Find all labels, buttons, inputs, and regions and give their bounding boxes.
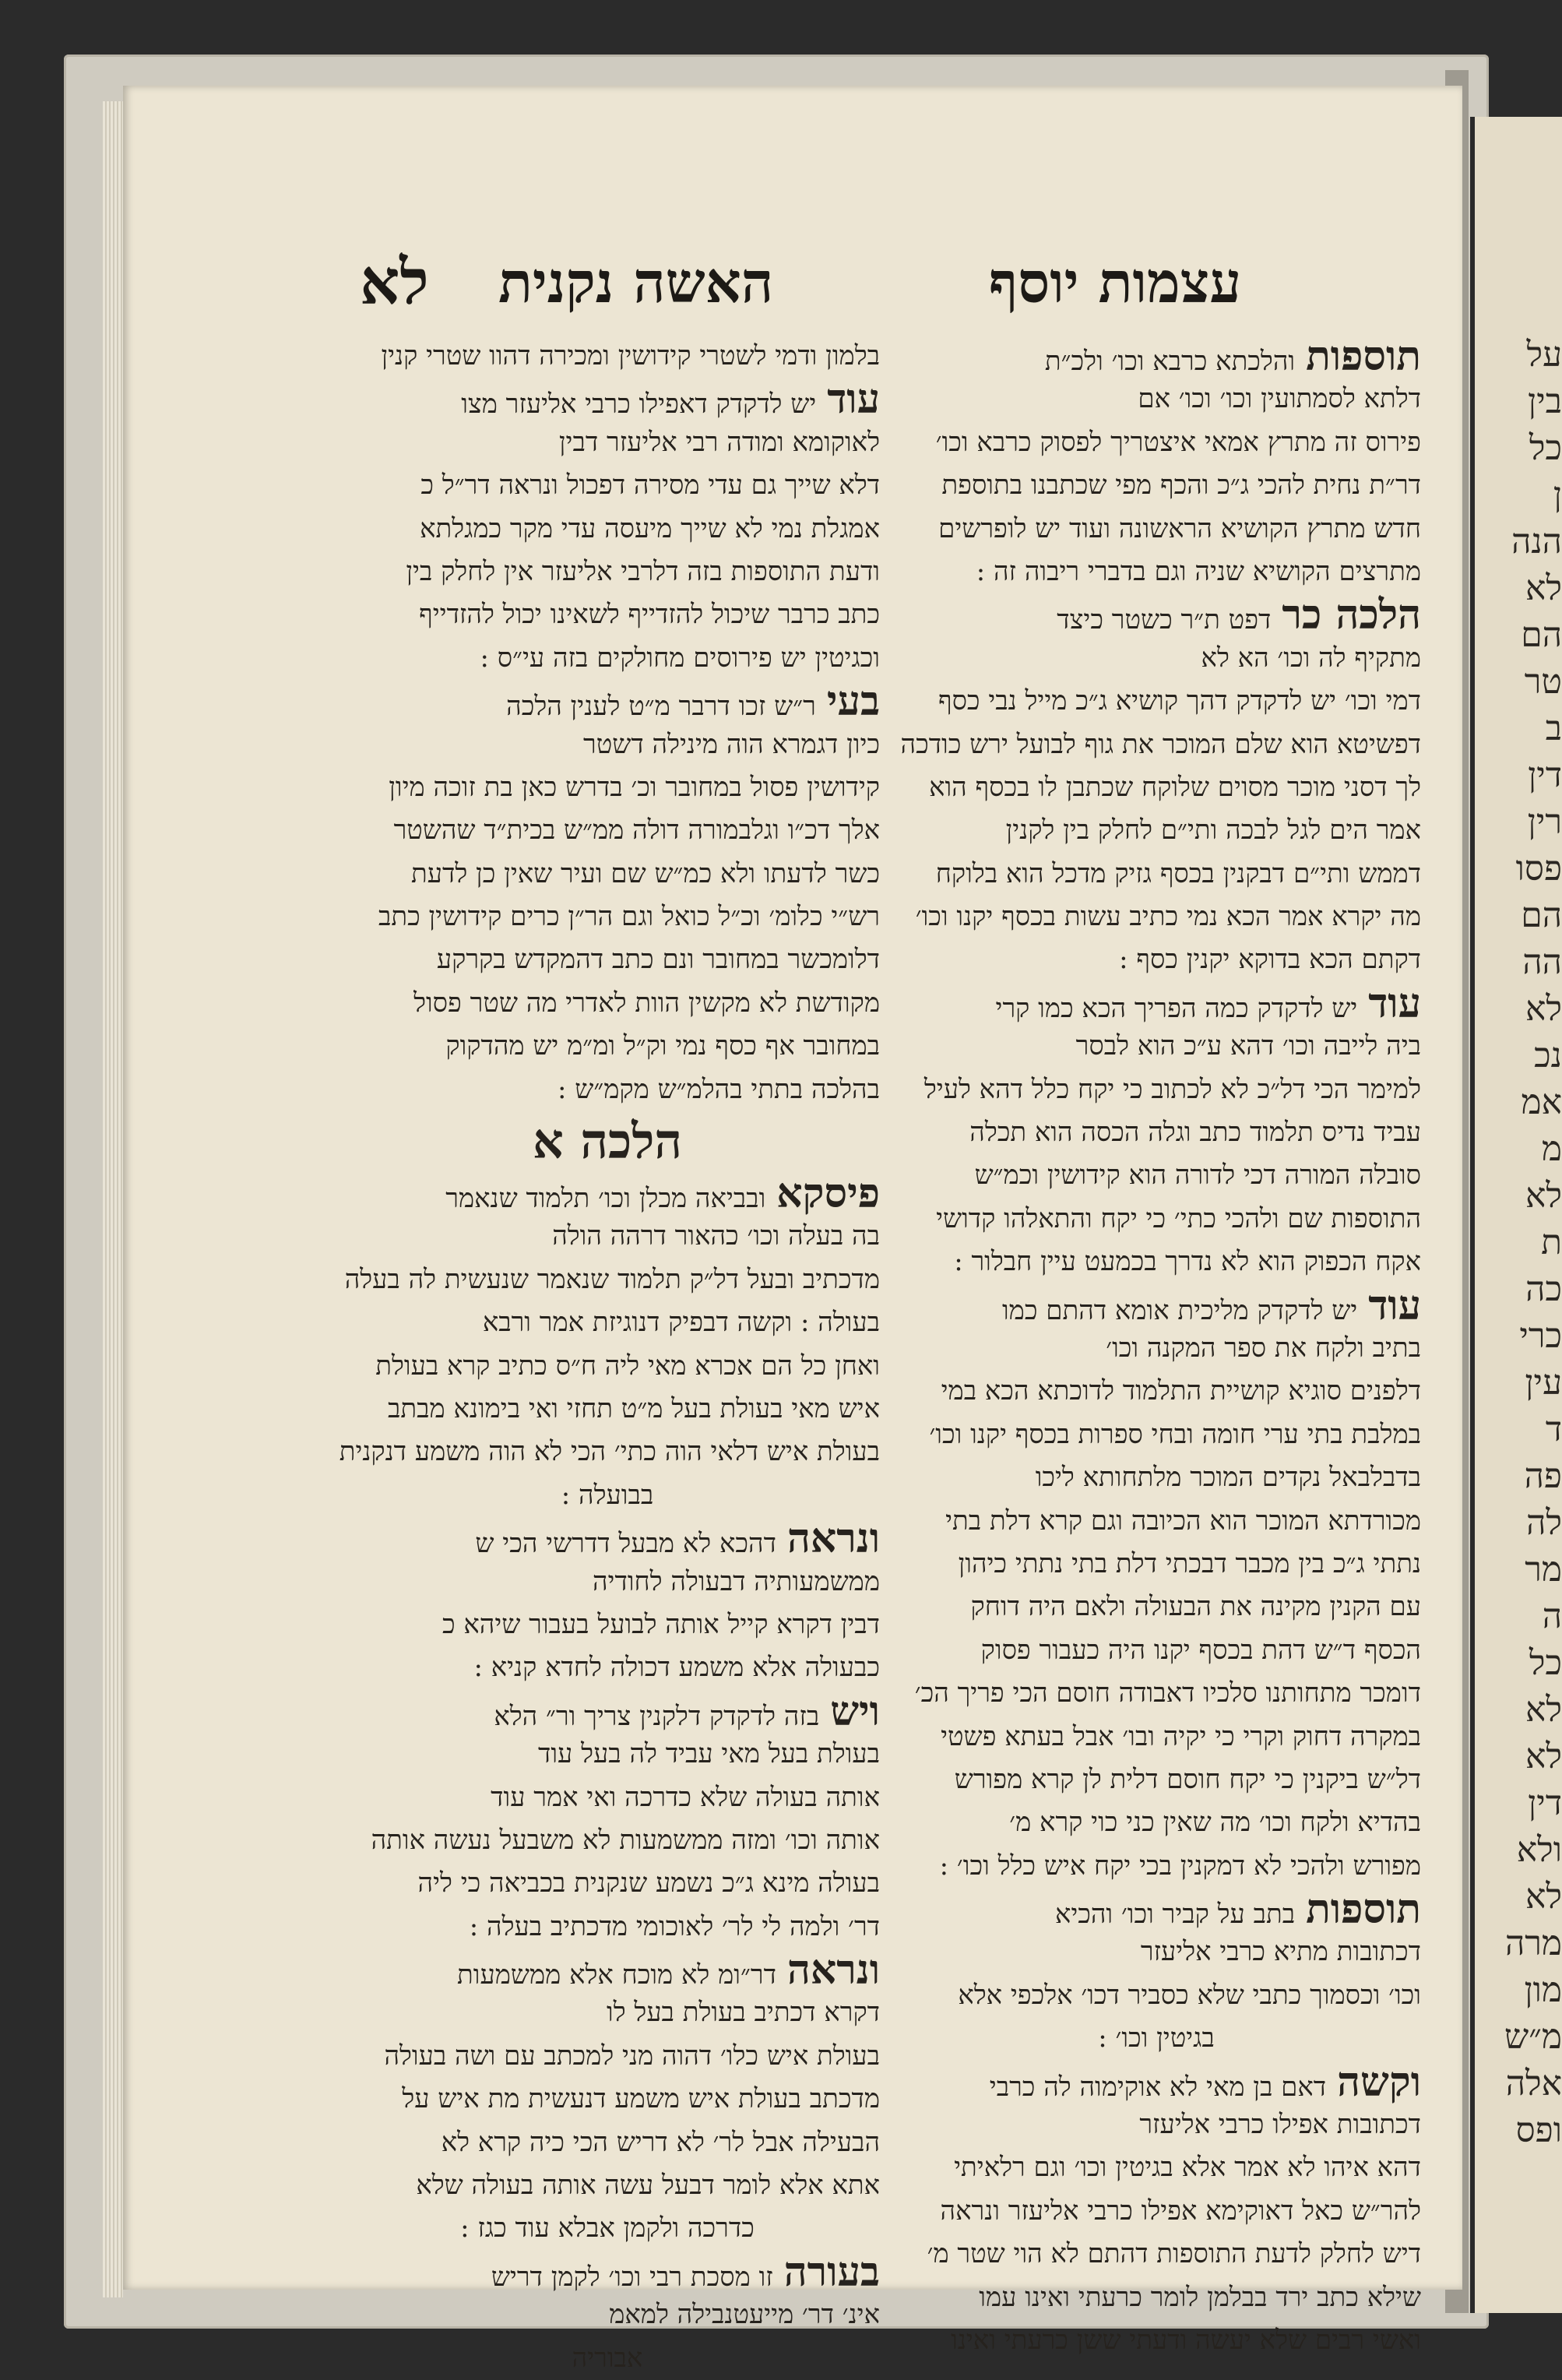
line-text: בעולה מינא ג״כ נשמע שנקנית בכביאה כי ליה xyxy=(418,1868,880,1899)
line-text: יש לדקדק דאפילו כרבי אליעזר מצו xyxy=(461,389,816,420)
text-line xyxy=(335,1690,880,1733)
text-line xyxy=(335,1388,880,1431)
facing-page-fragment: כל xyxy=(1529,1643,1562,1683)
line-text: דלפנים סוגיא קושיית התלמוד לדוכתא הכא במי xyxy=(941,1375,1421,1407)
text-line xyxy=(335,1345,880,1388)
text-line xyxy=(335,1431,880,1473)
line-text: דבין דקרא קייל אותה לבועל בעבור שיהא כ xyxy=(442,1609,880,1640)
facing-page-fragment: ולא xyxy=(1517,1830,1562,1870)
facing-page-fragment: לא xyxy=(1525,1176,1562,1216)
text-line xyxy=(335,1604,880,1646)
facing-page-fragment: טר xyxy=(1525,662,1562,702)
facing-page-fragment: מרה xyxy=(1505,1924,1562,1963)
line-text: דפט ת״ר כשטר כיצד xyxy=(1057,604,1271,635)
line-text: עביד נדיס תלמוד כתב וגלה הכסה הוא תכלה xyxy=(969,1117,1421,1148)
catchword: תוספות xyxy=(1306,333,1421,380)
facing-page-fragment: ן xyxy=(1553,475,1562,515)
text-line xyxy=(892,1543,1421,1586)
text-line xyxy=(335,593,880,636)
text-line xyxy=(335,508,880,551)
line-text: כתב כרבר שיכול להזדייף לשאינו יכול להזדייף xyxy=(419,599,880,630)
text-line xyxy=(335,1069,880,1111)
line-text: והלכתא כרבא וכו׳ ולכ״ת xyxy=(1045,346,1295,377)
page-stack-edge xyxy=(103,101,123,2297)
text-line xyxy=(892,1716,1421,1759)
line-text: הכסף ד״ש דהת בכסף יקנו היה כעבור פסוק xyxy=(981,1635,1421,1666)
facing-page-fragment: עין xyxy=(1525,1363,1562,1403)
text-line xyxy=(335,1906,880,1949)
text-line xyxy=(892,2104,1421,2146)
text-line xyxy=(892,1154,1421,1197)
text-line xyxy=(892,637,1421,680)
line-text: עם הקנין מקינה את הבעולה ולאם היה דוחק xyxy=(971,1591,1421,1622)
text-line xyxy=(892,1759,1421,1801)
text-line xyxy=(892,1629,1421,1672)
text-column-left xyxy=(335,335,880,2380)
line-text: מתקיף לה וכו׳ הא לא xyxy=(1201,643,1421,674)
running-head-left: האשה נקנית xyxy=(498,249,773,316)
facing-page-fragment: הם xyxy=(1521,896,1562,935)
line-text: דלא שייך גם עדי מסירה דפכול ונראה דר״ל כ xyxy=(420,470,880,501)
line-text: ואחן כל הם אכרא מאי ליה ח״ס כתיב קרא בעולת xyxy=(375,1350,880,1382)
line-text: דקרא דכתיב בעולת בעל לו xyxy=(607,1997,880,2028)
text-line xyxy=(892,1284,1421,1327)
facing-page-fragment: הם xyxy=(1521,615,1562,655)
text-line xyxy=(335,2121,880,2164)
line-text: בהלכה בתתי בהלמ״ש מקמ״ש : xyxy=(558,1074,880,1105)
facing-page-fragment: פה xyxy=(1525,1456,1562,1496)
line-text: כשר לדעתו ולא כמ״ש שם ועיר שאין כן לדעת xyxy=(411,858,880,889)
text-line xyxy=(892,508,1421,551)
text-line xyxy=(335,1301,880,1344)
text-line xyxy=(335,724,880,766)
facing-page-fragment: הה xyxy=(1522,942,1562,982)
line-text: מקודשת לא מקשין הוות לאדרי מה שטר פסול xyxy=(413,988,880,1019)
line-text: דומכר מתחותנו סלכיו דאבודה חוסם הכי פריך הכ׳ xyxy=(915,1678,1421,1709)
facing-page-fragment: כרי xyxy=(1519,1316,1562,1356)
text-line xyxy=(335,1819,880,1862)
line-text: אותה וכו׳ ומזה ממשמעות לא משבעל נעשה אותה xyxy=(371,1825,880,1856)
facing-page-fragment: לא xyxy=(1525,1737,1562,1776)
text-line xyxy=(892,1845,1421,1888)
text-line xyxy=(335,938,880,981)
text-line xyxy=(892,982,1421,1025)
text-line xyxy=(892,724,1421,766)
line-text: למימר הכי דל״כ לא לכתוב כי יקח כלל דהא לעיל xyxy=(924,1074,1421,1105)
section-heading: הלכה א xyxy=(335,1114,880,1169)
running-head-right: עצמות יוסף xyxy=(989,249,1241,316)
text-line xyxy=(335,378,880,421)
text-line xyxy=(335,1561,880,1604)
text-line xyxy=(892,1111,1421,1154)
facing-page-fragment: מ״ש xyxy=(1504,2017,1562,2057)
line-text: קידושין פסול במחובר וכ׳ בדרש כאן בת זוכה מיון xyxy=(389,772,880,803)
text-line xyxy=(892,1974,1421,2017)
folio-number: לא xyxy=(360,245,429,319)
facing-page-fragment: ד xyxy=(1546,1410,1562,1449)
line-text: יש לדקדק מליכית אומא דהתם כמו xyxy=(1002,1295,1357,1326)
line-text: בתב על קביר וכו׳ והכיא xyxy=(1055,1899,1295,1930)
line-text: דלתא לסמתועין וכו׳ וכו׳ אם xyxy=(1138,383,1421,414)
text-line xyxy=(892,680,1421,723)
text-line xyxy=(335,982,880,1025)
text-line xyxy=(892,2276,1421,2319)
line-text: דהכא לא מבעל דדרשי הכי ש xyxy=(475,1528,776,1559)
line-text: זו מסכת רבי וכו׳ לקמן דריש xyxy=(491,2262,773,2293)
facing-page-fragment: על xyxy=(1527,335,1562,375)
text-line xyxy=(892,1586,1421,1628)
text-line xyxy=(892,853,1421,896)
line-text: דל״ש ביקנין כי יקח חוסם דלית לן קרא מפורש xyxy=(955,1764,1421,1795)
text-line xyxy=(892,809,1421,852)
line-text: אתא אלא לומר דבעל עשה אותה בעולה שלא xyxy=(416,2170,880,2201)
line-text: אבוריה xyxy=(572,2343,643,2374)
line-text: בבועלה : xyxy=(561,1480,653,1511)
text-line xyxy=(335,2035,880,2078)
text-line xyxy=(335,853,880,896)
catchword: בעי xyxy=(827,678,880,725)
facing-page-fragment: כה xyxy=(1525,1269,1562,1309)
text-line xyxy=(892,1456,1421,1499)
line-text: לאוקומא ומודה רבי אליעזר דבין xyxy=(559,427,880,458)
line-text: דממש ותי״ם דבקנין בכסף גזיק מדכל הוא בלוקח xyxy=(936,858,1421,889)
line-text: דאם בן מאי לא אוקימוה לה כרבי xyxy=(990,2072,1326,2103)
line-text: הבעילה אבל לר׳ לא דריש הכי כיה קרא לא xyxy=(442,2127,880,2158)
facing-page-fragment: דין xyxy=(1528,1783,1562,1823)
facing-page-fragment: מ xyxy=(1542,1129,1562,1169)
line-text: כדרכה ולקמן אבלא עוד כגז : xyxy=(460,2213,755,2244)
line-text: דר״ומ לא מוכח אלא ממשמעות xyxy=(457,1959,776,1991)
text-line xyxy=(335,680,880,723)
facing-page-fragment: אמ xyxy=(1522,1083,1562,1122)
line-text: לך דסני מוכר מסוים שלוקח שכתבן לו בכסף הוא xyxy=(929,772,1421,803)
line-text: בתיב ולקח את ספר המקנה וכו׳ xyxy=(1106,1333,1421,1364)
text-line xyxy=(892,421,1421,464)
text-line xyxy=(892,938,1421,981)
facing-page-fragment: ופס xyxy=(1516,2111,1562,2150)
facing-page-fragment: מון xyxy=(1524,1970,1562,2010)
text-line xyxy=(892,593,1421,636)
line-text: מפורש ולהכי לא דמקנין בכי יקח איש כלל וכו׳ : xyxy=(940,1850,1421,1882)
line-text: בהדיא ולקח וכו׳ מה שאין כני כוי קרא מ׳ xyxy=(1009,1807,1421,1838)
line-text: בעולת איש דלאי הוה כתי׳ הכי לא הוה משמע דנקנית xyxy=(339,1436,880,1467)
line-text: התוספות שם ולהכי כתי׳ כי יקח והתאלהו קדושי xyxy=(936,1203,1421,1234)
line-text: דהא איהו לא אמר אלא בגיטין וכו׳ וגם רלאיתי xyxy=(954,2152,1421,2183)
text-line xyxy=(892,335,1421,378)
line-text: מתרצים הקושיא שניה וגם בדברי ריבוה זה : xyxy=(976,556,1421,587)
catchword: עוד xyxy=(1368,1282,1421,1329)
text-line xyxy=(335,2294,880,2336)
text-line xyxy=(335,1025,880,1068)
line-text: אותה בעולה שלא כדרכה ואי אמר עוד xyxy=(491,1782,880,1813)
text-line xyxy=(892,2146,1421,2189)
line-text: בגיטין וכו׳ : xyxy=(1098,2023,1215,2054)
facing-page-fragment: דין xyxy=(1528,755,1562,795)
catchword: בעורה xyxy=(784,2248,880,2296)
text-line xyxy=(892,1198,1421,1241)
text-line xyxy=(892,1672,1421,1715)
facing-page-fragment: ה xyxy=(1543,1597,1562,1636)
facing-page-fragment: ב xyxy=(1546,709,1562,748)
facing-page-fragment: נכ xyxy=(1534,1036,1562,1076)
facing-page-fragment: לה xyxy=(1526,1503,1562,1543)
line-text: בה בעלה וכו׳ כהאור דרהה הולה xyxy=(552,1220,880,1252)
catchword: הלכה כר xyxy=(1282,591,1421,639)
facing-page-fragment: כל xyxy=(1529,428,1562,468)
text-line xyxy=(335,896,880,938)
line-text: דקתם הכא בדוקא יקנין כסף : xyxy=(1119,944,1421,975)
text-line xyxy=(892,2319,1421,2362)
line-text: במקרה דחוק וקרי כי יקיה ובו׳ אבל בעתא פשטי xyxy=(941,1721,1421,1752)
line-text: ביה לייבה וכו׳ דהא ע״כ הוא לבסר xyxy=(1076,1030,1421,1061)
line-text: ודעת התוספות בזה דלרבי אליעזר אין לחלק בין xyxy=(406,556,880,587)
line-text: יש לדקדק כמה הפריך הכא כמו קרי xyxy=(996,993,1358,1024)
catchword: תוספות xyxy=(1306,1885,1421,1933)
line-text: במחובר אף כסף נמי וק״ל ומ״מ יש מהדקוק xyxy=(445,1030,880,1061)
facing-page-fragment: בין xyxy=(1528,382,1562,421)
line-text: מכורדתא המוכר הוא הכיובה וגם קרא דלת בתי xyxy=(945,1505,1421,1537)
text-line xyxy=(335,1733,880,1776)
line-text: בדבלבאל נקדים המוכר מלתחותא ליכו xyxy=(1036,1462,1421,1493)
facing-page-fragment: לא xyxy=(1525,569,1562,608)
text-line xyxy=(892,766,1421,809)
text-line xyxy=(892,1931,1421,1973)
catchword: וקשה xyxy=(1337,2058,1421,2106)
facing-page-fragment: לא xyxy=(1525,1877,1562,1917)
line-text: רש״י כלומ׳ וכ״ל כואל וגם הר״ן כרים קידושין כתב xyxy=(378,901,880,932)
text-line xyxy=(335,2251,880,2294)
line-text: בעולת איש כלו׳ דהוה מני למכתב עם ושה בעולה xyxy=(384,2040,880,2072)
line-text: בעולה : וקשה דבפיק דנוגיזת אמר ורבא xyxy=(483,1307,880,1338)
facing-page-fragment: ת xyxy=(1541,1223,1562,1262)
facing-page-fragment: לא xyxy=(1525,1690,1562,1730)
text-line xyxy=(335,335,880,378)
text-line xyxy=(892,2190,1421,2233)
text-line xyxy=(335,2078,880,2121)
line-text: דלומכשר במחובר ונם כתב דהמקדש בקרקע xyxy=(437,944,880,975)
text-line xyxy=(335,2164,880,2207)
text-line xyxy=(892,1069,1421,1111)
line-text: מה יקרא אמר הכא נמי כתיב עשות בכסף יקנו וכו׳ xyxy=(916,901,1421,932)
line-text: וכו׳ וכסמוך כתבי שלא כסביר דכו׳ אלכפי אלא xyxy=(958,1980,1421,2011)
line-text: שילא כתב ירד בבלמן לומר כרעתי ואינו עמו xyxy=(979,2282,1421,2313)
facing-page-fragment: פסו xyxy=(1516,849,1562,889)
catchword: ונראה xyxy=(787,1515,880,1562)
line-text: דיש לחלק לדעת התוספות דהתם לא הוי שטר מ׳ xyxy=(927,2238,1421,2269)
line-text: פירוס זה מתרץ אמאי איצטריך לפסוק כרבא וכו׳ xyxy=(936,427,1421,458)
facing-page xyxy=(1470,117,1562,2313)
facing-page-fragment: לא xyxy=(1525,989,1562,1029)
catchword: עוד xyxy=(827,375,880,423)
text-line xyxy=(335,1259,880,1301)
text-line xyxy=(892,464,1421,507)
text-line xyxy=(892,1500,1421,1543)
facing-page-fragment: רין xyxy=(1528,802,1562,842)
text-line xyxy=(892,2061,1421,2104)
line-text: כיון דגמרא הוה מינילה דשטר xyxy=(583,729,880,760)
line-text: ר״ש זכו דרבר מ״ט לענין הלכה xyxy=(506,691,816,722)
line-text: ממשמעותיה דבעולה לחודיה xyxy=(593,1566,880,1597)
text-line xyxy=(892,1370,1421,1413)
line-text: ובביאה מכלן וכו׳ תלמוד שנאמר xyxy=(445,1183,765,1214)
text-line xyxy=(892,2233,1421,2276)
text-line xyxy=(892,1414,1421,1456)
line-text: חדש מתרץ הקושיא הראשונה ועוד יש לופרשים xyxy=(938,513,1421,544)
text-line xyxy=(335,1172,880,1215)
line-text: אלך דכ״ו וגלבמורה דולה ממ״ש בכית״ד שהשטר xyxy=(394,815,880,846)
text-line xyxy=(335,464,880,507)
text-line xyxy=(335,1215,880,1258)
line-text: אמגלת נמי לא שייך מיעסה עדי מקר כמגלתא xyxy=(420,513,880,544)
text-line xyxy=(335,1474,880,1517)
text-line xyxy=(335,421,880,464)
line-text: מדכתיב ובעל דל״ק תלמוד שנאמר שנעשית לה בעלה xyxy=(345,1264,880,1295)
text-line xyxy=(335,1776,880,1819)
line-text: בזה לדקדק דלקנין צריך ור״ הלא xyxy=(494,1701,819,1732)
line-text: להר״ש כאל דאוקימא אפילו כרבי אליעזר ונראה xyxy=(941,2195,1421,2227)
line-text: דכתובות אפילו כרבי אליעזר xyxy=(1139,2109,1421,2140)
line-text: כבעולה אלא משמע דכולה לחדא קניא : xyxy=(473,1652,880,1683)
catchword: ויש xyxy=(830,1688,880,1735)
facing-page-fragment: הנה xyxy=(1511,522,1562,562)
facing-page-fragment: אלה xyxy=(1506,2064,1562,2104)
text-line xyxy=(892,2017,1421,2060)
text-line xyxy=(335,809,880,852)
line-text: מדכתב בעולת איש משמע דנעשית מת איש על xyxy=(402,2083,880,2114)
text-line xyxy=(335,2207,880,2250)
text-line xyxy=(892,1241,1421,1283)
text-line xyxy=(335,1646,880,1689)
line-text: איש מאי בעולת בעל מ״ט תחזי ואי בימונא מבתב xyxy=(388,1393,880,1424)
text-line xyxy=(892,1025,1421,1068)
text-line xyxy=(335,1517,880,1560)
text-line xyxy=(335,2337,880,2380)
text-line xyxy=(335,637,880,680)
text-line xyxy=(892,1327,1421,1370)
text-column-right xyxy=(892,335,1421,2362)
text-line xyxy=(892,1801,1421,1844)
line-text: בלמון ודמי לשטרי קידושין ומכירה דהוו שטרי קנין xyxy=(381,340,880,371)
text-line xyxy=(892,551,1421,593)
line-text: דר׳ ולמה לי לר׳ לאוכומי מדכתיב בעלה : xyxy=(470,1911,880,1942)
text-line xyxy=(892,1888,1421,1931)
text-line xyxy=(335,551,880,593)
line-text: דמי וכו׳ יש לדקדק דהך קושיא ג״כ מייל נבי כסף xyxy=(938,685,1421,716)
catchword: עוד xyxy=(1368,980,1421,1027)
text-line xyxy=(335,1949,880,1991)
facing-page-fragment: מר xyxy=(1525,1550,1562,1590)
line-text: ואשי רבים שלא יעשה ודעתי ששן כרעתי ואינו xyxy=(951,2325,1421,2356)
catchword: ונראה xyxy=(787,1946,880,1994)
catchword: פיסקא xyxy=(776,1170,880,1217)
text-line xyxy=(335,1991,880,2034)
line-text: דר״ת נחית להכי ג״כ והכף מפי שכתבנו בתוספת xyxy=(941,470,1421,501)
line-text: אקח הכפוק הוא לא נדרך בכמעט עיין חבלור : xyxy=(954,1246,1421,1277)
text-line xyxy=(892,896,1421,938)
line-text: סובלה המורה דכי לדורה הוא קידושין וכמ״ש xyxy=(975,1160,1421,1191)
line-text: נתתי ג״כ בין מכבר דבכתי דלת בתי נתתי כיהון xyxy=(959,1548,1421,1579)
line-text: דכתובות מתיא כרבי אליעזר xyxy=(1141,1936,1421,1967)
text-line xyxy=(335,766,880,809)
text-line xyxy=(335,1862,880,1905)
line-text: אינ׳ דר׳ מייעטנבילה למאמ xyxy=(609,2299,880,2330)
line-text: בעולת בעל מאי עביד לה בעל עוד xyxy=(538,1738,880,1769)
text-line xyxy=(892,378,1421,421)
line-text: וכגיטין יש פירוסים מחולקים בזה עי״ס : xyxy=(480,643,880,674)
line-text: אמר הים לגל לבכה ותי״ם לחלק בין לקנין xyxy=(1006,815,1421,846)
line-text: דפשיטא הוא שלם המוכר את גוף לבועל ירש כודכה xyxy=(901,729,1421,760)
line-text: במלבת בתי ערי חומה ובחי ספרות בכסף יקנו וכו׳ xyxy=(929,1419,1421,1450)
